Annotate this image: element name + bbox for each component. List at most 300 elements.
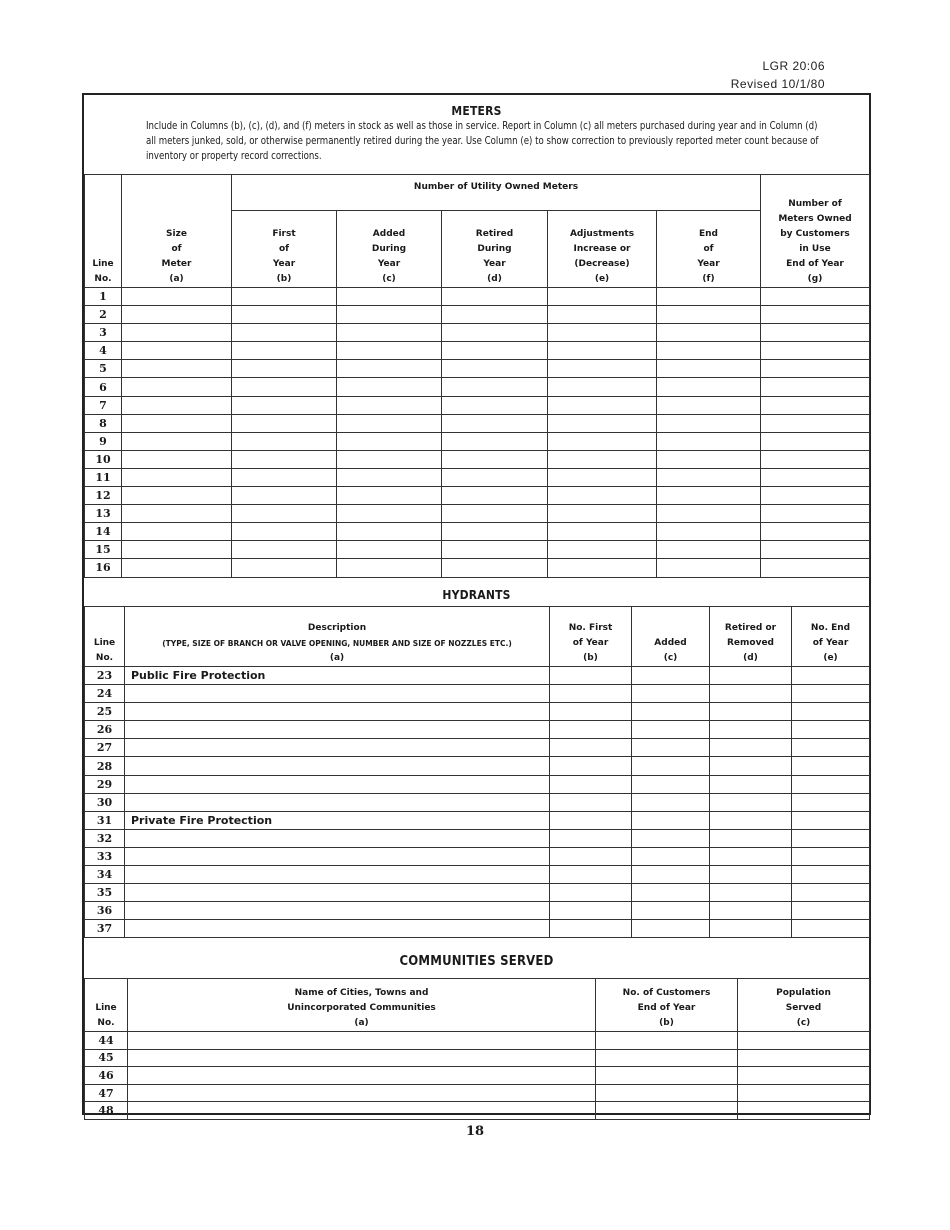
table-row [85,1032,870,1050]
retired-cell[interactable] [710,775,792,793]
first-of-year-cell[interactable] [232,541,337,559]
retired-cell[interactable] [442,342,548,360]
meters-col-customers [761,175,870,288]
header-line: of Year [812,638,849,648]
line-number: 36 [85,902,125,920]
retired-cell[interactable] [442,324,548,342]
retired-cell[interactable] [442,288,548,306]
header-line: Year [272,259,296,269]
added-cell[interactable] [337,414,442,432]
added-cell[interactable] [632,685,710,703]
hydrants-col-line [85,607,125,667]
no-end-cell[interactable] [792,920,870,938]
description-cell [125,721,550,739]
retired-cell[interactable] [710,739,792,757]
no-end-cell[interactable] [792,757,870,775]
header-line: No. End [810,623,851,633]
customers-cell[interactable] [596,1102,738,1120]
no-first-cell[interactable] [550,884,632,902]
customer-meters-cell[interactable] [761,414,870,432]
no-end-cell[interactable] [792,866,870,884]
description-cell [125,703,550,721]
header-line: During [477,244,512,254]
community-name-cell[interactable] [128,1102,596,1120]
customer-meters-cell[interactable] [761,324,870,342]
table-row [85,559,870,577]
retired-cell[interactable] [710,667,792,685]
retired-cell[interactable] [442,414,548,432]
end-of-year-cell[interactable] [657,523,761,541]
first-of-year-cell[interactable] [232,505,337,523]
meter-size-cell[interactable] [122,559,232,577]
table-row [85,487,870,505]
description-cell [125,829,550,847]
no-end-cell[interactable] [792,775,870,793]
adjustments-cell[interactable] [548,523,657,541]
first-of-year-cell[interactable] [232,324,337,342]
description-cell [125,757,550,775]
no-end-cell[interactable] [792,902,870,920]
added-cell[interactable] [632,847,710,865]
community-name-cell[interactable] [128,1032,596,1050]
communities-title: COMMUNITIES SERVED [399,954,554,969]
first-of-year-cell[interactable] [232,378,337,396]
added-cell[interactable] [337,541,442,559]
added-cell[interactable] [337,360,442,378]
retired-cell[interactable] [710,703,792,721]
form-frame [82,93,871,1118]
meter-size-cell[interactable] [122,306,232,324]
customer-meters-cell[interactable] [761,523,870,541]
no-end-cell[interactable] [792,703,870,721]
end-of-year-cell[interactable] [657,342,761,360]
retired-cell[interactable] [442,378,548,396]
header-line: (d) [743,653,758,663]
customer-meters-cell[interactable] [761,288,870,306]
header-line: During [371,244,407,254]
no-first-cell[interactable] [550,811,632,829]
added-cell[interactable] [632,920,710,938]
customer-meters-cell[interactable] [761,505,870,523]
no-first-cell[interactable] [550,667,632,685]
no-end-cell[interactable] [792,847,870,865]
no-end-cell[interactable] [792,829,870,847]
header-line: End of Year [637,1003,696,1013]
meter-size-cell[interactable] [122,414,232,432]
retired-cell[interactable] [442,306,548,324]
added-cell[interactable] [632,721,710,739]
no-end-cell[interactable] [792,739,870,757]
hydrants-col-end [792,607,870,667]
line-number: 30 [85,793,125,811]
retired-cell[interactable] [710,721,792,739]
description-cell [125,793,550,811]
added-cell[interactable] [632,902,710,920]
meter-size-cell[interactable] [122,505,232,523]
retired-cell[interactable] [710,757,792,775]
no-first-cell[interactable] [550,739,632,757]
retired-cell[interactable] [442,360,548,378]
header-line: Increase or [573,244,631,254]
end-of-year-cell[interactable] [657,541,761,559]
end-of-year-cell[interactable] [657,432,761,450]
first-of-year-cell[interactable] [232,487,337,505]
added-cell[interactable] [632,884,710,902]
first-of-year-cell[interactable] [232,306,337,324]
retired-cell[interactable] [442,468,548,486]
line-number: 27 [85,739,125,757]
table-row [85,667,870,685]
meter-size-cell[interactable] [122,378,232,396]
end-of-year-cell[interactable] [657,450,761,468]
no-first-cell[interactable] [550,793,632,811]
first-of-year-cell[interactable] [232,342,337,360]
table-row [85,468,870,486]
retired-cell[interactable] [710,811,792,829]
added-cell[interactable] [337,487,442,505]
adjustments-cell[interactable] [548,360,657,378]
header-line: Added [654,638,687,648]
population-cell[interactable] [738,1084,870,1102]
line-number: 8 [85,414,122,432]
header-line: (b) [276,274,292,284]
header-line: No. [95,653,114,663]
first-of-year-cell[interactable] [232,559,337,577]
customer-meters-cell[interactable] [761,342,870,360]
first-of-year-cell[interactable] [232,468,337,486]
line-number: 12 [85,487,122,505]
added-cell[interactable] [337,306,442,324]
communities-table [84,978,870,1120]
hydrants-table [84,606,870,938]
meters-group-header: Number of Utility Owned Meters [232,175,761,211]
retired-cell[interactable] [710,793,792,811]
adjustments-cell[interactable] [548,505,657,523]
adjustments-cell[interactable] [548,378,657,396]
first-of-year-cell[interactable] [232,360,337,378]
end-of-year-cell[interactable] [657,306,761,324]
retired-cell[interactable] [710,847,792,865]
header-line: (d) [487,274,502,284]
added-cell[interactable] [337,432,442,450]
end-of-year-cell[interactable] [657,505,761,523]
header-line: (e) [594,274,610,284]
population-cell[interactable] [738,1102,870,1120]
meter-size-cell[interactable] [122,468,232,486]
customer-meters-cell[interactable] [761,396,870,414]
meters-table [84,174,870,578]
adjustments-cell[interactable] [548,306,657,324]
communities-col-line [85,979,128,1032]
adjustments-cell[interactable] [548,541,657,559]
meter-size-cell[interactable] [122,342,232,360]
retired-cell[interactable] [710,902,792,920]
retired-cell[interactable] [710,884,792,902]
line-number: 28 [85,757,125,775]
added-cell[interactable] [337,324,442,342]
header-line: Adjustments [569,229,635,239]
adjustments-cell[interactable] [548,450,657,468]
added-cell[interactable] [337,523,442,541]
added-cell[interactable] [337,505,442,523]
meter-size-cell[interactable] [122,360,232,378]
meters-col-adjustments [548,211,657,288]
description-cell: Private Fire Protection [125,811,550,829]
description-cell [125,685,550,703]
adjustments-cell[interactable] [548,414,657,432]
line-number: 35 [85,884,125,902]
table-row [85,396,870,414]
line-number: 29 [85,775,125,793]
table-row [85,685,870,703]
header-line: No. of Customers [622,988,711,998]
no-first-cell[interactable] [550,685,632,703]
no-first-cell[interactable] [550,721,632,739]
header-line: by Customers [780,229,850,239]
header-line: in Use [799,244,831,254]
header-line: (b) [583,653,598,663]
added-cell[interactable] [337,396,442,414]
line-number: 2 [85,306,122,324]
added-cell[interactable] [337,468,442,486]
retired-cell[interactable] [710,829,792,847]
table-row [85,866,870,884]
retired-cell[interactable] [442,432,548,450]
header-line: Retired [475,229,514,239]
table-row [85,775,870,793]
added-cell[interactable] [337,559,442,577]
retired-cell[interactable] [710,685,792,703]
hydrants-title: HYDRANTS [442,588,511,602]
meters-col-first [232,211,337,288]
no-first-cell[interactable] [550,775,632,793]
description-cell [125,847,550,865]
meter-size-cell[interactable] [122,523,232,541]
no-first-cell[interactable] [550,920,632,938]
end-of-year-cell[interactable] [657,396,761,414]
meter-size-cell[interactable] [122,450,232,468]
line-number: 25 [85,703,125,721]
added-cell[interactable] [337,342,442,360]
header-line: (e) [823,653,838,663]
line-number: 7 [85,396,122,414]
no-end-cell[interactable] [792,667,870,685]
end-of-year-cell[interactable] [657,487,761,505]
added-cell[interactable] [632,811,710,829]
added-cell[interactable] [632,829,710,847]
meter-size-cell[interactable] [122,541,232,559]
added-cell[interactable] [337,450,442,468]
population-cell[interactable] [738,1049,870,1067]
header-line: of [171,244,182,254]
added-cell[interactable] [337,288,442,306]
customers-cell[interactable] [596,1049,738,1067]
end-of-year-cell[interactable] [657,360,761,378]
line-number: 16 [85,559,122,577]
communities-section [84,938,869,1118]
customer-meters-cell[interactable] [761,541,870,559]
customers-cell[interactable] [596,1032,738,1050]
line-number: 45 [85,1049,128,1067]
description-cell: Public Fire Protection [125,667,550,685]
line-number: 3 [85,324,122,342]
table-row [85,432,870,450]
first-of-year-cell[interactable] [232,414,337,432]
customers-cell[interactable] [596,1067,738,1085]
header-line: Retired or [724,623,777,633]
added-cell[interactable] [632,775,710,793]
added-cell[interactable] [632,757,710,775]
adjustments-cell[interactable] [548,487,657,505]
meter-size-cell[interactable] [122,396,232,414]
hydrants-section [84,580,869,935]
adjustments-cell[interactable] [548,559,657,577]
header-line: of [278,244,290,254]
header-line: First [272,229,296,239]
retired-cell[interactable] [442,523,548,541]
added-cell[interactable] [632,793,710,811]
description-cell [125,902,550,920]
added-cell[interactable] [337,378,442,396]
header-line: Served [785,1003,822,1013]
adjustments-cell[interactable] [548,288,657,306]
hydrants-col-retired [710,607,792,667]
first-of-year-cell[interactable] [232,288,337,306]
communities-col-name [128,979,596,1032]
adjustments-cell[interactable] [548,324,657,342]
no-end-cell[interactable] [792,685,870,703]
community-name-cell[interactable] [128,1084,596,1102]
no-first-cell[interactable] [550,847,632,865]
retired-cell[interactable] [442,559,548,577]
customers-cell[interactable] [596,1084,738,1102]
line-number: 31 [85,811,125,829]
community-name-cell[interactable] [128,1067,596,1085]
adjustments-cell[interactable] [548,468,657,486]
line-number: 34 [85,866,125,884]
end-of-year-cell[interactable] [657,468,761,486]
end-of-year-cell[interactable] [657,414,761,432]
added-cell[interactable] [632,739,710,757]
end-of-year-cell[interactable] [657,378,761,396]
meter-size-cell[interactable] [122,432,232,450]
header-line: Year [697,259,720,269]
header-line: End of Year [786,259,844,269]
table-row [85,378,870,396]
header-line: Line [95,1003,117,1013]
no-end-cell[interactable] [792,884,870,902]
customer-meters-cell[interactable] [761,450,870,468]
adjustments-cell[interactable] [548,432,657,450]
population-cell[interactable] [738,1067,870,1085]
meters-instructions: Include in Columns (b), (c), (d), and (f) meters in stock as well as those in service. Report in Column (c) all meters purchased during year and in Column (d) all meters junked, sold, or otherwise permanently retired during the year. Use Column (e) to show correction to previously reported meter count because of inventory or property record corrections. [146,120,819,162]
line-number: 11 [85,468,122,486]
first-of-year-cell[interactable] [232,450,337,468]
hydrants-desc-code: (a) [329,653,345,663]
description-cell [125,884,550,902]
header-line: Name of Cities, Towns and [294,988,429,998]
meter-size-cell[interactable] [122,324,232,342]
first-of-year-cell[interactable] [232,523,337,541]
end-of-year-cell[interactable] [657,559,761,577]
meter-size-cell[interactable] [122,487,232,505]
retired-cell[interactable] [442,450,548,468]
customer-meters-cell[interactable] [761,306,870,324]
no-first-cell[interactable] [550,703,632,721]
table-row [85,847,870,865]
retired-cell[interactable] [442,396,548,414]
table-row [85,414,870,432]
line-number: 23 [85,667,125,685]
header-line: (c) [663,653,678,663]
retired-cell[interactable] [442,541,548,559]
retired-cell[interactable] [442,505,548,523]
line-number: 1 [85,288,122,306]
table-row [85,757,870,775]
hydrants-col-description [125,607,550,667]
meters-col-size [122,175,232,288]
no-end-cell[interactable] [792,793,870,811]
added-cell[interactable] [632,866,710,884]
customer-meters-cell[interactable] [761,378,870,396]
first-of-year-cell[interactable] [232,396,337,414]
retired-cell[interactable] [710,866,792,884]
no-first-cell[interactable] [550,829,632,847]
first-of-year-cell[interactable] [232,432,337,450]
header-line: Meter [161,259,192,269]
customer-meters-cell[interactable] [761,487,870,505]
customer-meters-cell[interactable] [761,360,870,378]
table-row [85,1067,870,1085]
customer-meters-cell[interactable] [761,468,870,486]
header-line: (g) [807,274,823,284]
meters-col-line [85,175,122,288]
meters-col-end [657,211,761,288]
no-first-cell[interactable] [550,866,632,884]
table-row [85,1102,870,1120]
table-row [85,829,870,847]
line-number: 14 [85,523,122,541]
line-number: 15 [85,541,122,559]
line-number: 6 [85,378,122,396]
added-cell[interactable] [632,667,710,685]
header-line: Unincorporated Communities [287,1003,436,1013]
community-name-cell[interactable] [128,1049,596,1067]
adjustments-cell[interactable] [548,342,657,360]
population-cell[interactable] [738,1032,870,1050]
no-first-cell[interactable] [550,902,632,920]
meters-col-retired [442,211,548,288]
header-line: (Decrease) [574,259,630,269]
hydrants-col-added [632,607,710,667]
no-end-cell[interactable] [792,811,870,829]
line-number: 48 [85,1102,128,1120]
added-cell[interactable] [632,703,710,721]
customer-meters-cell[interactable] [761,432,870,450]
customer-meters-cell[interactable] [761,559,870,577]
header-line: of Year [572,638,609,648]
retired-cell[interactable] [710,920,792,938]
retired-cell[interactable] [442,487,548,505]
no-end-cell[interactable] [792,721,870,739]
description-cell [125,739,550,757]
header-line: (a) [354,1018,369,1028]
meter-size-cell[interactable] [122,288,232,306]
end-of-year-cell[interactable] [657,324,761,342]
adjustments-cell[interactable] [548,396,657,414]
no-first-cell[interactable] [550,757,632,775]
end-of-year-cell[interactable] [657,288,761,306]
